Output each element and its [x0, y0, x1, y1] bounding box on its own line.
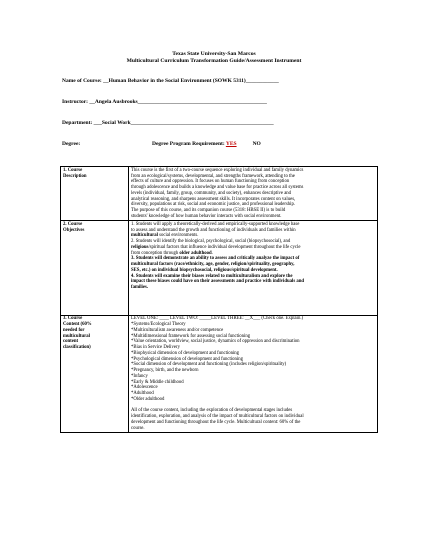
content-line: This course is the first of a two-course sequence exploring individual and family dynamics [131, 167, 304, 173]
content-line: development and functioning throughout the life cycle. Multicultural content: 60% of the [131, 419, 301, 425]
row-label-line: multicultural [63, 333, 90, 339]
content-line: *Bias in Service Delivery [131, 345, 180, 351]
bold-text: multicultural factors (race/ethnicity, age, gender, religion/spirituality, geography, [131, 262, 295, 268]
content-line: *Biophysical dimension of development and functioning [131, 350, 240, 356]
content-line: to assess and understand the growth and functioning of individuals and families within [131, 227, 296, 233]
document-title: Multicultural Curriculum Transformation Guide/Assessment Instrument [126, 58, 302, 64]
bold-text: impact these biases could have on their assessments and practice with individuals and [131, 279, 305, 285]
university-name: Texas State University-San Marcos [172, 51, 256, 57]
content-line: effects of culture and oppression. It focuses on human functioning from conception [131, 179, 290, 185]
bold-text: multicultural [131, 233, 158, 239]
content-line: *Psychological dimension of development and functioning [131, 356, 244, 362]
content-line: All of the course content, including the exploration of developmental stages includes [131, 408, 293, 414]
content-line: students' knowledge of how human behavior interacts with social environment. [131, 213, 282, 219]
content-line: *Social dimension of development and functioning (includes religion/spirituality) [131, 362, 287, 368]
content-line: religious/spiritual factors that influence individual development throughout the life cycle [131, 244, 301, 250]
row-label-line: Content (60% [63, 322, 92, 328]
content-line: from conception through older adulthood. [131, 250, 213, 256]
content-line: *Adulthood [131, 391, 154, 397]
row-label-line: 1. Course [63, 167, 83, 173]
no-option: NO [252, 141, 261, 147]
row-label-line: content [63, 339, 79, 345]
course-objectives-row [61, 221, 378, 315]
row-content [129, 167, 378, 221]
content-line: multicultural social environments. [131, 233, 199, 239]
content-line: from an ecological/systems, developmental, and strengths framework, attending to the [131, 173, 295, 179]
row-label [61, 167, 129, 221]
degree-label: Degree: [62, 141, 81, 147]
bold-text: families. [131, 285, 149, 291]
bold-text: SES, etc.) on individual biopsychosocial, religious/spiritual development. [131, 267, 278, 273]
course-name-field [62, 78, 279, 85]
content-line: LEVEL ONE: ____ LEVEL TWO: _____LEVEL THREE: __X___ (Check one. Explain.) [131, 316, 304, 322]
row-label-line: needed for [63, 327, 85, 333]
course-content-row [61, 315, 378, 432]
content-line: analytical reasoning, and sharpens assessment skills. It incorporates content on values, [131, 196, 296, 202]
content-line: *Multiculturalism awareness and/or competence [131, 327, 224, 333]
content-line [131, 308, 375, 314]
row-label [61, 221, 129, 315]
content-line: diversity, populations at risk, social and economic justice, and professional leadership. [131, 202, 296, 208]
instructor-label: Instructor: [62, 99, 90, 105]
row-label [61, 315, 129, 432]
course-description-row [61, 167, 378, 221]
content-line: 2. Students will identify the biological, psychological, social (biopsychosocial), and [131, 239, 291, 245]
content-line: The purpose of this course, and its companion course (5318: HBSE II) is to build [131, 208, 286, 214]
content-line: *Value orientation, worldview, social justice, dynamics of oppression and discrimination [131, 339, 300, 345]
instructor-value: __Angela Ausbrooks_______________________________________________ [89, 99, 267, 105]
department-field [62, 120, 274, 127]
row-content [129, 221, 378, 315]
content-line: *Pregnancy, birth, and the newborn [131, 368, 199, 374]
bold-text: 4. Students will examine their biases related to multiculturalism and explore the [131, 273, 293, 279]
course-name-value: __Human Behavior in the Social Environment (SOWK 5311)____________ [103, 78, 279, 84]
bold-text: 3. Students will demonstrate an ability to assess and critically analyze the impact of [131, 256, 300, 262]
row-label-line: Objectives [63, 227, 85, 233]
department-label: Department: [62, 120, 94, 126]
row-label-line: Description [63, 173, 87, 179]
row-label-line: classification) [63, 345, 91, 351]
row-label-line: 3. Course [63, 316, 83, 322]
content-line: 1. Students will apply a theoretically-derived and empirically-supported knowledge base [131, 221, 300, 227]
content-line: *Multidimensional framework for assessing social functioning [131, 333, 251, 339]
content-line: *Systems/Ecological Theory [131, 322, 186, 328]
degree-requirement-label: Degree Program Requirement: [152, 141, 226, 147]
yes-option: YES [225, 141, 237, 147]
content-line: through adolescence and builds a knowledge and value base for practice across all systems [131, 185, 304, 191]
content-line: *Adolescence [131, 385, 158, 391]
content-line: course. [131, 425, 145, 431]
bold-text: older adulthood [179, 250, 212, 256]
content-line: *Older adulthood [131, 396, 165, 402]
department-value: ___Social Work____________________________________________________ [93, 120, 274, 126]
row-label-line: 2. Course [63, 221, 83, 227]
instructor-field [62, 99, 267, 106]
course-name-label: Name of Course: [62, 78, 104, 84]
content-line: *Infancy [131, 373, 148, 379]
degree-requirement-field [152, 141, 261, 148]
content-line: identification, exploration, and analysis of the impact of multicultural factors on individual [131, 414, 304, 420]
content-line: *Early & Middle childhood [131, 379, 184, 385]
assessment-table [60, 166, 378, 433]
row-content [129, 315, 378, 432]
content-line: levels (individual, family, group, community, and society), enhances descriptive and [131, 190, 292, 196]
bold-text: religious [131, 244, 149, 250]
